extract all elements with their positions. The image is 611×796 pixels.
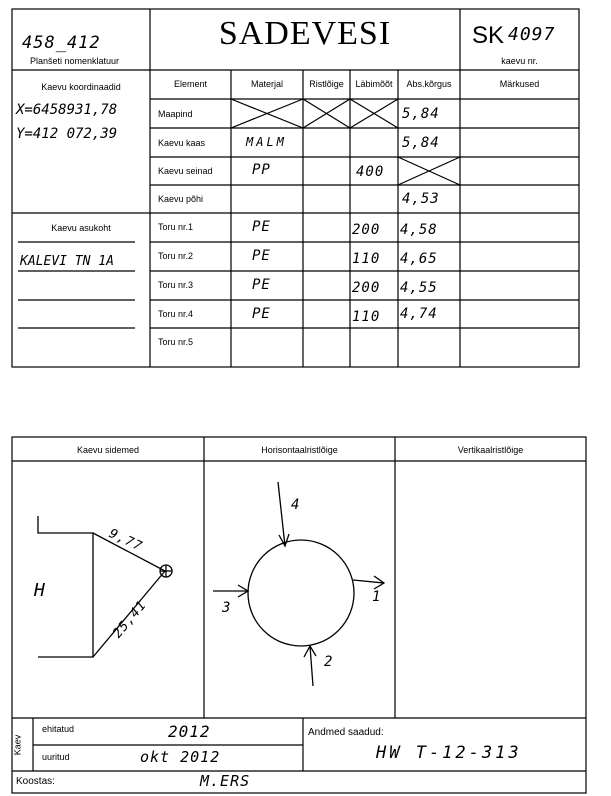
row-material: PE bbox=[252, 306, 271, 322]
row-material: PE bbox=[252, 248, 271, 264]
row-element: Kaevu seinad bbox=[158, 166, 213, 176]
pipe-label-4: 4 bbox=[291, 497, 301, 513]
row-diameter: 110 bbox=[352, 251, 381, 267]
col-header-element: Element bbox=[173, 79, 208, 89]
row-diameter: 200 bbox=[352, 280, 381, 296]
row-diameter: 400 bbox=[356, 164, 385, 180]
row-element: Maapind bbox=[158, 109, 193, 119]
col-header-cross-section: Ristlõige bbox=[309, 79, 344, 89]
data-source-label: Andmed saadud: bbox=[308, 727, 384, 738]
row-element: Toru nr.4 bbox=[158, 309, 194, 319]
pipe-label-3: 3 bbox=[222, 600, 232, 616]
tie-distance-2: 25,41 bbox=[110, 597, 151, 642]
row-material: MALM bbox=[246, 135, 287, 149]
tie-distance-1: 9,77 bbox=[106, 526, 145, 555]
col-header-ties: Kaevu sidemed bbox=[76, 445, 140, 455]
surveyed-label: uuritud bbox=[42, 752, 70, 762]
row-diameter: 110 bbox=[352, 309, 381, 325]
col-header-vertical: Vertikaalristlõige bbox=[457, 445, 524, 455]
compiled-value: M.ERS bbox=[200, 772, 251, 790]
sk-prefix: SK bbox=[472, 22, 505, 49]
building-letter: H bbox=[34, 580, 46, 601]
row-element: Toru nr.1 bbox=[158, 222, 194, 232]
row-abs-height: 4,74 bbox=[400, 306, 438, 322]
data-source-value: HW T-12-313 bbox=[376, 743, 522, 763]
sk-number: 4097 bbox=[508, 24, 556, 45]
coord-y: Y=412 072,39 bbox=[16, 126, 118, 142]
col-header-abs-height: Abs.kõrgus bbox=[406, 79, 452, 89]
row-abs-height: 5,84 bbox=[402, 106, 440, 122]
built-label: ehitatud bbox=[42, 724, 75, 734]
row-abs-height: 4,58 bbox=[400, 222, 438, 238]
plan-label: Planšeti nomenklatuur bbox=[30, 56, 120, 66]
row-material: PE bbox=[252, 277, 271, 293]
coord-label: Kaevu koordinaadid bbox=[41, 82, 121, 92]
compiled-label: Koostas: bbox=[16, 776, 55, 787]
pipe-label-2: 2 bbox=[324, 654, 334, 670]
location-value: KALEVI TN 1A bbox=[20, 254, 114, 269]
row-material: PP bbox=[252, 162, 271, 178]
location-label: Kaevu asukoht bbox=[51, 223, 111, 233]
built-value: 2012 bbox=[168, 722, 211, 741]
col-header-horizontal: Horisontaalristlõige bbox=[261, 445, 338, 455]
row-diameter: 200 bbox=[352, 222, 381, 238]
page-title: SADEVESI bbox=[218, 15, 392, 52]
pipe-label-1: 1 bbox=[372, 589, 382, 605]
plan-number: 458_412 bbox=[22, 33, 101, 53]
sk-label: kaevu nr. bbox=[501, 56, 538, 66]
row-element: Kaevu kaas bbox=[158, 138, 206, 148]
row-abs-height: 5,84 bbox=[402, 135, 440, 151]
surveyed-value: okt 2012 bbox=[140, 748, 221, 766]
row-element: Toru nr.2 bbox=[158, 251, 194, 261]
ties-sketch bbox=[38, 516, 172, 657]
row-abs-height: 4,53 bbox=[402, 191, 440, 207]
row-material: PE bbox=[252, 219, 271, 235]
coord-x: X=6458931,78 bbox=[16, 102, 118, 118]
row-abs-height: 4,55 bbox=[400, 280, 438, 296]
row-element: Toru nr.5 bbox=[158, 337, 194, 347]
row-element: Toru nr.3 bbox=[158, 280, 194, 290]
row-element: Kaevu põhi bbox=[158, 194, 204, 204]
kaev-label: Kaev bbox=[12, 734, 23, 756]
row-abs-height: 4,65 bbox=[400, 251, 438, 267]
col-header-notes: Märkused bbox=[499, 79, 540, 89]
col-header-material: Materjal bbox=[250, 79, 283, 89]
col-header-diameter: Läbimõõt bbox=[355, 79, 393, 89]
